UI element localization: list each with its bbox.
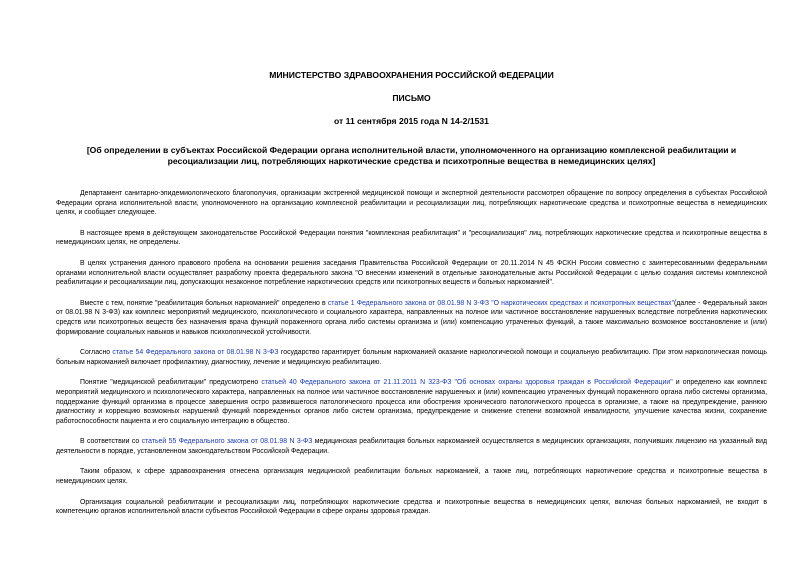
paragraph-6-text-before: Понятие "медицинской реабилитации" предусмотрено	[80, 379, 262, 387]
law-3fz-article-1-link[interactable]: статье 1 Федерального закона от 08.01.98 N 3-ФЗ "О наркотических средствах и психотропных веществах"	[327, 299, 675, 307]
law-3fz-article-54-link[interactable]: статье 54 Федерального закона от 08.01.98 N 3-ФЗ	[112, 349, 279, 357]
paragraph-2: В настоящее время в действующем законодательстве Российской Федерации понятия "комплексная реабилитация" и "ресоциализация" лиц, потребляющих наркотические средства и психотропные вещества в немедицинских целях, не определены.	[56, 229, 767, 247]
paragraph-5-text-before: Согласно	[80, 349, 113, 357]
paragraph-6	[56, 378, 767, 426]
paragraph-4-text-before: Вместе с тем, понятие "реабилитация больных наркоманией" определено в	[80, 299, 328, 307]
paragraph-7-text-before: В соответствии со	[80, 438, 142, 446]
paragraph-7-text-after: медицинская реабилитация больных наркоманией осуществляется в медицинских организациях, получивших лицензию на указанный вид деятельности в порядке, установленном законодательством Российской Федерации.	[56, 438, 767, 455]
paragraph-5-text-after: государство гарантирует больным наркоманией оказание наркологической помощи и социальную реабилитацию. При этом наркологическая помощь больным наркоманией включает профилактику, диагностику, лечение и медицинскую реабилитацию.	[56, 349, 767, 366]
ministry-heading: МИНИСТЕРСТВО ЗДРАВООХРАНЕНИЯ РОССИЙСКОЙ ФЕДЕРАЦИИ	[269, 70, 554, 80]
paragraph-1: Департамент санитарно-эпидемиологического благополучия, организации экстренной медицинской помощи и экспертной деятельности рассмотрел обращение по вопросу определения в субъектах Российской Федерации органа исполнительной власти, уполномоченного на организацию комплексной реабилитации и ресоциализации лиц, потребляющих наркотические средства и психотропные вещества в немедицинских целях, и сообщает следующее.	[56, 190, 767, 217]
paragraph-6-text-after: и определено как комплекс мероприятий медицинского и психологического характера, направленных на полное или частичное восстановление нарушенных и (или) компенсацию утраченных функций пораженного органа либо системы организма, поддержание функций организма в процессе завершения остро развившегося патологического процесса или обострения хронического патологического процесса в организме, а также на предупреждение, раннюю диагностику и коррекцию возможных нарушений функций поврежденных органов либо систем организма, предупреждение и снижение степени возможной инвалидности, улучшение качества жизни, сохранение работоспособности пациента и его социальную интеграцию в общество.	[56, 379, 767, 425]
paragraph-4	[56, 299, 767, 337]
paragraph-8: Таким образом, к сфере здравоохранения отнесена организация медицинской реабилитации больных наркоманией, а также лиц, потребляющих наркотические средства и психотропные вещества в немедицинских целях.	[56, 468, 767, 486]
law-3fz-article-55-link[interactable]: статьей 55 Федерального закона от 08.01.98 N 3-ФЗ	[141, 438, 313, 446]
document-type-heading: ПИСЬМО	[392, 93, 431, 103]
paragraph-3: В целях устранения данного правового пробела на основании решения заседания Правительства Российской Федерации от 20.11.2014 N 45 ФСКН России совместно с заинтересованными федеральными органами исполнительной власти осуществляет разработку проекта федерального закона "О внесении изменений в отдельные законодательные акты Российской Федерации с целью создания системы комплексной реабилитации и ресоциализации лиц, допускающих незаконное потребление наркотических средств или психотропных веществ и больных наркоманией".	[56, 259, 767, 287]
document-body	[56, 189, 767, 517]
paragraph-9: Организация социальной реабилитации и ресоциализации лиц, потребляющих наркотические средства и психотропные вещества в немедицинских целях, включая больных наркоманией, не входит в компетенцию органов исполнительной власти субъектов Российской Федерации в сфере охраны здоровья граждан.	[56, 498, 767, 516]
paragraph-4-text-after: (далее - Федеральный закон от 08.01.98 N 3-ФЗ) как комплекс мероприятий медицинского, психологического и социального характера, направленных на полное или частичное восстановление нарушенных вследствие потребления наркотических средств или психотропных веществ без назначения врача функций пораженного органа либо системы организма и (или) компенсацию утраченных функций, а также максимально возможное восстановление и (или) формирование социальных навыков и навыков психологической устойчивости.	[56, 299, 767, 336]
paragraph-7	[56, 437, 767, 456]
law-323fz-article-40-link[interactable]: статьей 40 Федерального закона от 21.11.2011 N 323-ФЗ "Об основах охраны здоровья граждан в Российской Федерации"	[261, 379, 673, 387]
paragraph-5	[56, 348, 767, 367]
document-date-number: от 11 сентября 2015 года N 14-2/1531	[334, 116, 489, 126]
document-subject-title: [Об определении в субъектах Российской Федерации органа исполнительной власти, уполномоченного на организацию комплексной реабилитации и ресоциализации лиц, потребляющих наркотические средства и психотропные вещества в немедицинских целях]	[86, 145, 737, 166]
